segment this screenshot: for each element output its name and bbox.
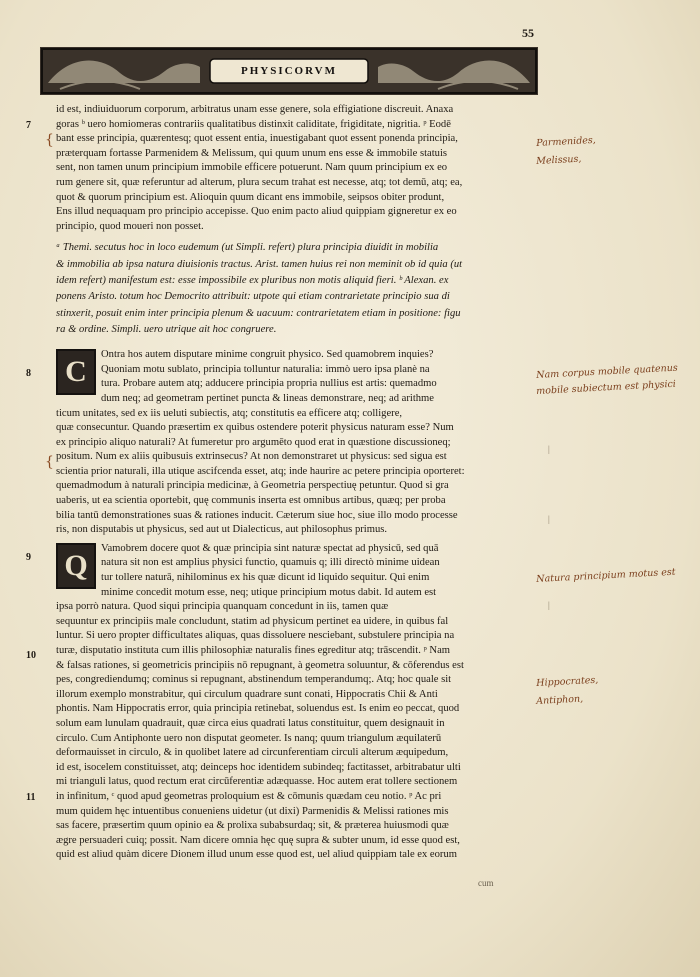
paragraph (56, 103, 536, 234)
marginal-note: Antiphon, (536, 693, 584, 707)
margin-tick: | (548, 600, 550, 610)
text-line: ᵃ Themi. secutus hoc in loco eudemum (ut Simpli. refert) plura principia diuidit in mobilia (56, 242, 439, 254)
text-line: bant esse principia, quærentesq; quot essent entia, inuestigabant quot essent ponenda principia, (56, 133, 458, 145)
text-line: illorum exemplo monstrabitur, qui circulum quadrare sunt conati, Hippocratis Chii & Anti (56, 688, 438, 700)
text-line: & immobilia ab ipsa natura diuisionis tractus. Arist. tamen huius rei non meminit ob id quia (ut (56, 258, 463, 270)
text-line: pes, congrediendumq; cominus si repugnant, abstinendum temperandumq;. Atq; hoc quale sit (56, 674, 452, 686)
text-line: quæ consecuntur. Quando præsertim ex quibus ostendere poterit physicus naturam esse? Num (56, 422, 454, 434)
text-line: quot & quorum principium est. Alioquin quum dicant ens immobile, seipsos obiter produnt, (56, 191, 445, 203)
text-line: goras ᵇ uero homiomeras contrariis qualitatibus distinxit caliditate, frigiditate, nigritia. ᵖ Eodē (56, 118, 451, 130)
text-line: phontis. Nam Hippocratis error, quia principia retinebat, soluendus est. Is enim eo peccat, quod (56, 703, 460, 715)
decorated-initial-icon: C (56, 349, 96, 395)
marginal-note: Natura principium motus est (536, 566, 676, 585)
text-line: bilia tantū demonstrationes suas & rationes inducit. Cæterum siue hoc, siue illo modo processe (56, 509, 458, 521)
section-number: 9 (26, 552, 31, 563)
text-line: natura sit non est amplius physici functio, quamuis q; illi directò minime uidean (101, 557, 440, 569)
text-line: mi trianguli latus, quod rectum erat circūferentiæ adæquasse. Hoc autem erat tollere sectionem (56, 776, 458, 788)
margin-bracket: { (45, 132, 54, 148)
text-line: sequuntur ex principiis male concludunt, statim ad physicum pertinet ea uidere, in quibus fal (56, 615, 449, 627)
text-line: dum neq; ad geometram pertinet puncta & lineas demonstrare, neq; ad arithme (101, 392, 434, 404)
text-line: ris, non disputabis ut physicus, sed aut ut Dialecticus, aut philosophus primus. (56, 524, 388, 536)
text-line: mum quidem hęc intuentibus conueniens uidetur (ut dixi) Parmenidis & Melissi rationes mis (56, 805, 449, 817)
text-line: principio, quod moueri non posset. (56, 220, 204, 232)
main-text-block (56, 103, 536, 867)
text-line: præterquam fortasse Parmenidem & Melissum, qui quum unum ens esse & immobile statuis (56, 147, 448, 159)
text-line: quid est aliud quàm dicere Dionem illud unum esse quod est, uel aliud quippiam tale ex eorum (56, 849, 458, 861)
woodcut-header-banner (40, 43, 538, 99)
text-line: ex principio aliquo naturali? At fumeretur pro argumēto quod erat in quæstione discussioneq; (56, 436, 451, 448)
text-line: ipsa porrò natura. Quod siqui principia quanquam concedunt in iis, tamen quæ (56, 601, 389, 613)
text-line: Ontra hos autem disputare minime congruit physico. Sed quamobrem inquies? (101, 349, 434, 361)
text-line: ponens Aristo. totum hoc Democrito attribuit: utpote qui etiam contrarietate principio sua di (56, 291, 450, 303)
catchword: cum (478, 878, 494, 888)
section-number: 11 (26, 792, 36, 803)
section-number: 7 (26, 120, 31, 131)
text-line: uaberis, ut ea scientia oportebit, quę communis inserta est omnibus artibus, quæq; per proba (56, 495, 446, 507)
marginal-note: Melissus, (536, 153, 582, 167)
margin-tick: | (548, 444, 550, 454)
text-line: solum eam lunulam quadrauit, quæ circa eius quadrati latus constituitur, quem designauit in (56, 717, 445, 729)
text-line: & falsas rationes, si geometricis principiis nō repugnant, à geometra soluuntur, & cōferendus est (56, 659, 464, 671)
text-line: rum genere sit, quæ referuntur ad alterum, plura secum trahat est necesse, atq; tot demū, atq; ea, (56, 176, 463, 188)
text-line: deformauisset in circulo, & in quolibet latere ad circunferentiam circuli alterum æquipedum, (56, 747, 449, 759)
text-line: id est, isocelem constituisset, atq; deinceps hoc identidem subindeq; factitasset, arbitrabatur ulti (56, 761, 461, 773)
marginal-note: mobile subiectum est physici (536, 378, 677, 397)
text-line: positum. Num ex aliis quibusuis extrinsecus? At non demonstraret ut physicus: sed sigua est (56, 451, 447, 463)
paragraph (56, 542, 536, 863)
text-line: stinxerit, posuit enim inter principia plenum & uacuum: contrarietatem etiam in positione: figu (56, 307, 461, 319)
page-number: 55 (522, 26, 534, 40)
text-line: tur tollere naturā, nihilominus ex his quæ dicunt id liquido sequitur. Qui enim (101, 572, 430, 584)
text-line: ra & ordine. Simpli. uero utrique ait hoc congruere. (56, 323, 277, 335)
running-title: PHYSICORVM (240, 65, 337, 77)
text-line: minime concedit motum esse, neq; utique principium motus dabit. Id autem est (101, 586, 437, 598)
margin-tick: | (548, 514, 550, 524)
text-line: scientia prior naturali, illa utique ascifcenda esset, atq; inde haurire ac petere principia oporteret: (56, 465, 465, 477)
text-line: circulo. Cum Antiphonte uero non disputat geometer. Is nanq; quum triangulum æquilaterū (56, 732, 442, 744)
commentary-note (56, 240, 536, 338)
text-line: sas facere, præsertim quum opinio ea & prolixa subabsurdaq; sit, & præterea huiusmodi quæ (56, 820, 449, 832)
text-line: luntur. Si uero propter difficultates aliquas, quas dissoluere nesciebant, substulere principia na (56, 630, 455, 642)
marginal-note: Nam corpus mobile quatenus (536, 362, 679, 381)
text-line: tura. Probare autem atq; adducere principia propria nullius est artis: quemadmo (101, 378, 437, 390)
section-number: 10 (26, 650, 36, 661)
marginal-note: Parmenides, (536, 134, 597, 149)
text-line: in infinitum, ᶜ quod apud geometras proloquium est & cōmunis quædam ceu notio. ᵖ Ac pri (56, 790, 442, 802)
text-line: id est, indiuiduorum corporum, arbitratus unam esse genere, sola effigiatione discreuit. Anaxa (56, 104, 454, 115)
decorated-initial-icon: Q (56, 543, 96, 589)
text-line: ægre persuaderi cuiq; possit. Nam dicere omnia hęc quę supra & subter unum, id esse quod est, (56, 834, 460, 846)
paragraph (56, 348, 536, 538)
text-line: sent, non tamen unum principium immobile efficere potuerunt. Nam quum principium ex eo (56, 162, 448, 174)
text-line: Ens illud nequaquam pro principio accepisse. Quo enim pacto aliud quippiam gigneretur ex eo (56, 206, 457, 218)
text-line: ticum unitates, sed ex iis ueluti subiectis, atq; constitutis ea efficere atq; colligere, (56, 407, 403, 419)
text-line: Vamobrem docere quot & quæ principia sint naturæ spectat ad physicū, sed quā (101, 542, 439, 554)
marginal-note: Hippocrates, (536, 674, 599, 689)
text-line: turæ, disputatio instituta cum illis philosophiæ naturalis fines egreditur atq; trāscendit. ᵖ Nam (56, 645, 451, 656)
text-line: Quoniam motu sublato, principia tolluntur naturalia: immò uero ipsa planè na (101, 363, 430, 375)
text-line: idem refert) manifestum est: esse impossibile ex pluribus non motis aliquid fieri. ᵇ Alexan. ex (56, 274, 449, 286)
text-line: quemadmodum à naturali principia medicinæ, à Geometria perspectiuę petuntur. Quod si gra (56, 480, 449, 492)
section-number: 8 (26, 368, 31, 379)
margin-bracket: { (45, 454, 54, 470)
